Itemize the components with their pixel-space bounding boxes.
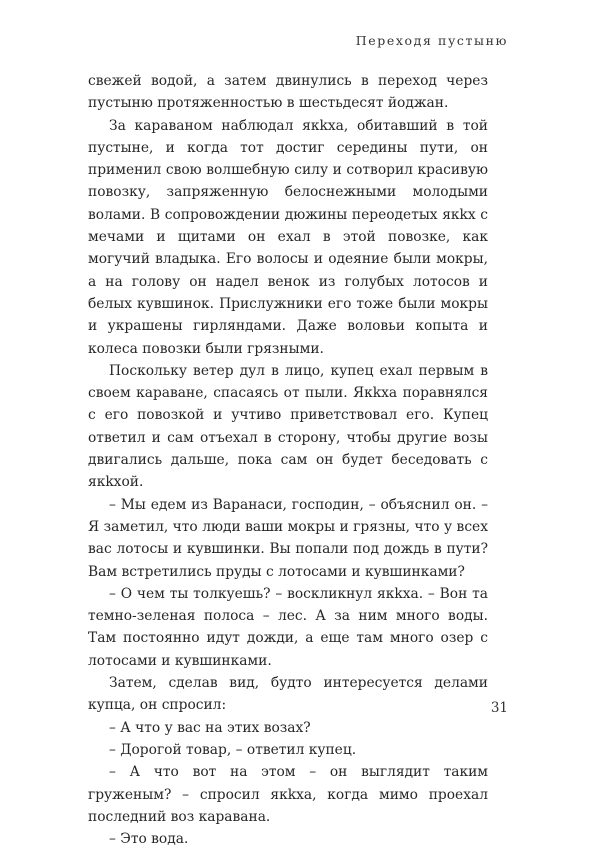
paragraph: – Мы едем из Варанаси, господин, – объяснил он. – Я заметил, что люди ваши мокры и грязны, что у всех вас лотосы и кувшинки. Вы попали под дождь в пути? Вам встретились пруды с лотосами и кувшинками?	[88, 496, 488, 580]
paragraph: Поскольку ветер дул в лицо, купец ехал первым в своем караване, спасаясь от пыли. Якkха поравнялся с его повозкой и учтиво приветствовал его. Купец ответил и сам отъехал в сторону, чтобы другие возы двигались дальше, пока сам он будет беседовать с якkхой.	[88, 362, 488, 491]
paragraph: – Это вода.	[109, 831, 189, 848]
paragraph: – А что у вас на этих возах?	[109, 719, 311, 736]
page-number: 31	[490, 700, 508, 716]
body-text	[88, 70, 488, 850]
paragraph: свежей водой, а затем двинулись в переход через пустыню протяженностью в шестьдесят йоджан.	[88, 73, 488, 112]
paragraph: За караваном наблюдал якkха, обитавший в той пустыне, и когда тот достиг середины пути, он применил свою волшебную силу и сотворил красивую повозку, запряженную белоснежными молодыми волами. В сопровождении дюжины переодетых якkх с мечами и щитами он ехал в этой повозке, как могучий владыка. Его волосы и одеяние были мокры, а на голову он надел венок из голубых лотосов и белых кувшинок. Прислужники его тоже были мокры и украшены гирляндами. Даже воловьи копыта и колеса повозки были грязными.	[88, 117, 488, 357]
paragraph: – О чем ты толкуешь? – воскликнул якkха. – Вон та темно-зеленая полоса – лес. А за ним много воды. Там постоянно идут дожди, а еще там много озер с лотосами и кувшинками.	[88, 585, 488, 669]
paragraph: – Дорогой товар, – ответил купец.	[109, 741, 357, 758]
paragraph: – А что вот на этом – он выглядит таким груженым? – спросил якkха, когда мимо проехал последний воз каравана.	[88, 764, 488, 825]
running-head: Переходя пустыню	[355, 33, 508, 48]
paragraph: Затем, сделав вид, будто интересуется делами купца, он спросил:	[88, 675, 488, 714]
